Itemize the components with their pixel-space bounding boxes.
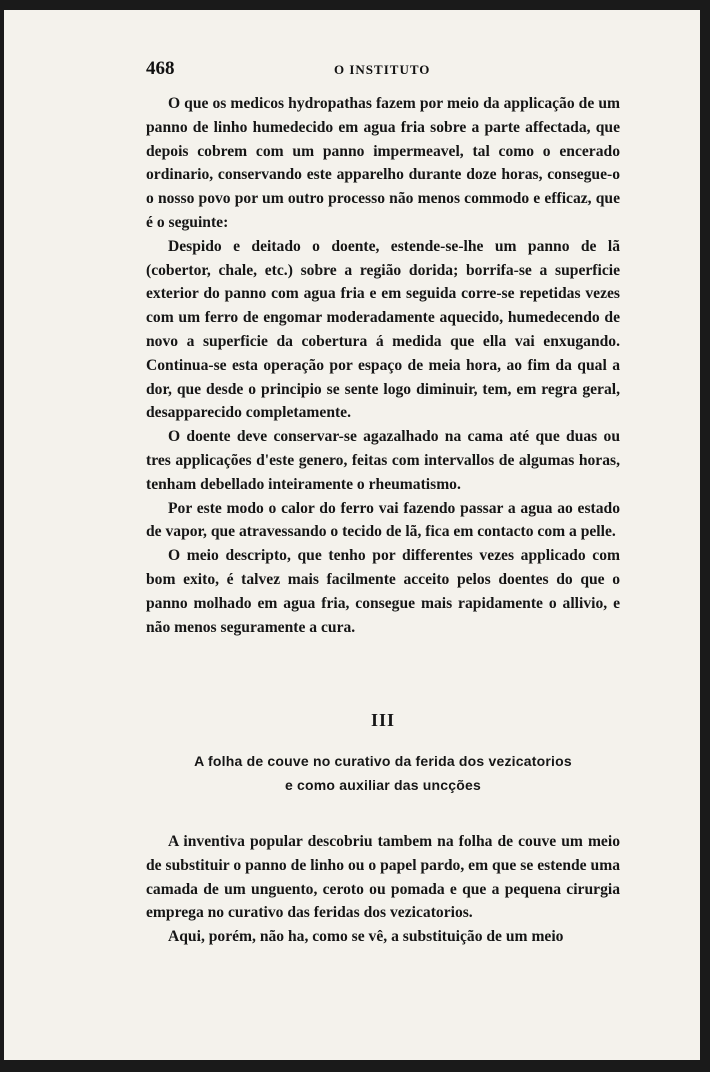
section-title [146,749,620,797]
running-title: O INSTITUTO [334,62,431,77]
paragraph: Aqui, porém, não ha, como se vê, a substituição de um meio [168,928,564,946]
section-title-line: e como auxiliar das uncções [284,777,482,793]
paragraph: Despido e deitado o doente, estende-se-lhe um panno de lã (cobertor, chale, etc.) sobre a região dorida; borrifa-se a superficie exterior do panno com agua fria e em seguida corre-se repetidas vezes com um ferro de engomar moderadamente aquecido, humedecendo de novo a superficie da cobertura á medida que ella vai enxugando. Continua-se esta operação por espaço de meia hora, ao fim da qual a dor, que desde o principio se sente logo diminuir, tem, em regra geral, desapparecido completamente. [146,237,620,422]
body-text-upper [146,92,620,639]
page-header [146,58,620,82]
paragraph: O doente deve conservar-se agazalhado na cama até que duas ou tres applicações d'este genero, feitas com intervallos de algumas horas, tenham debellado inteiramente o rheumatismo. [146,428,620,493]
book-page [4,10,700,1060]
section-heading [146,710,620,797]
body-text-lower [146,830,620,949]
page-number: 468 [146,58,175,79]
paragraph: Por este modo o calor do ferro vai fazendo passar a agua ao estado de vapor, que atravessando o tecido de lã, fica em contacto com a pelle. [146,499,620,541]
paragraph: O que os medicos hydropathas fazem por meio da applicação de um panno de linho humedecido em agua fria sobre a parte affectada, que depois cobrem com um panno impermeavel, tal como o encerado ordinario, conservando este apparelho durante doze horas, consegue-o o nosso povo por um outro processo não menos commodo e efficaz, que é o seguinte: [146,95,620,231]
section-title-line: A folha de couve no curativo da ferida dos vezicatorios [194,753,572,769]
paragraph: A inventiva popular descobriu tambem na folha de couve um meio de substituir o panno de linho ou o papel pardo, em que se estende uma camada de um unguento, ceroto ou pomada e que a pequena cirurgia emprega no curativo das feridas dos vezicatorios. [146,833,620,922]
paragraph: O meio descripto, que tenho por differentes vezes applicado com bom exito, é talvez mais facilmente acceito pelos doentes do que o panno molhado em agua fria, consegue mais rapidamente o allivio, e não menos seguramente a cura. [146,547,620,636]
section-number: III [370,710,395,730]
